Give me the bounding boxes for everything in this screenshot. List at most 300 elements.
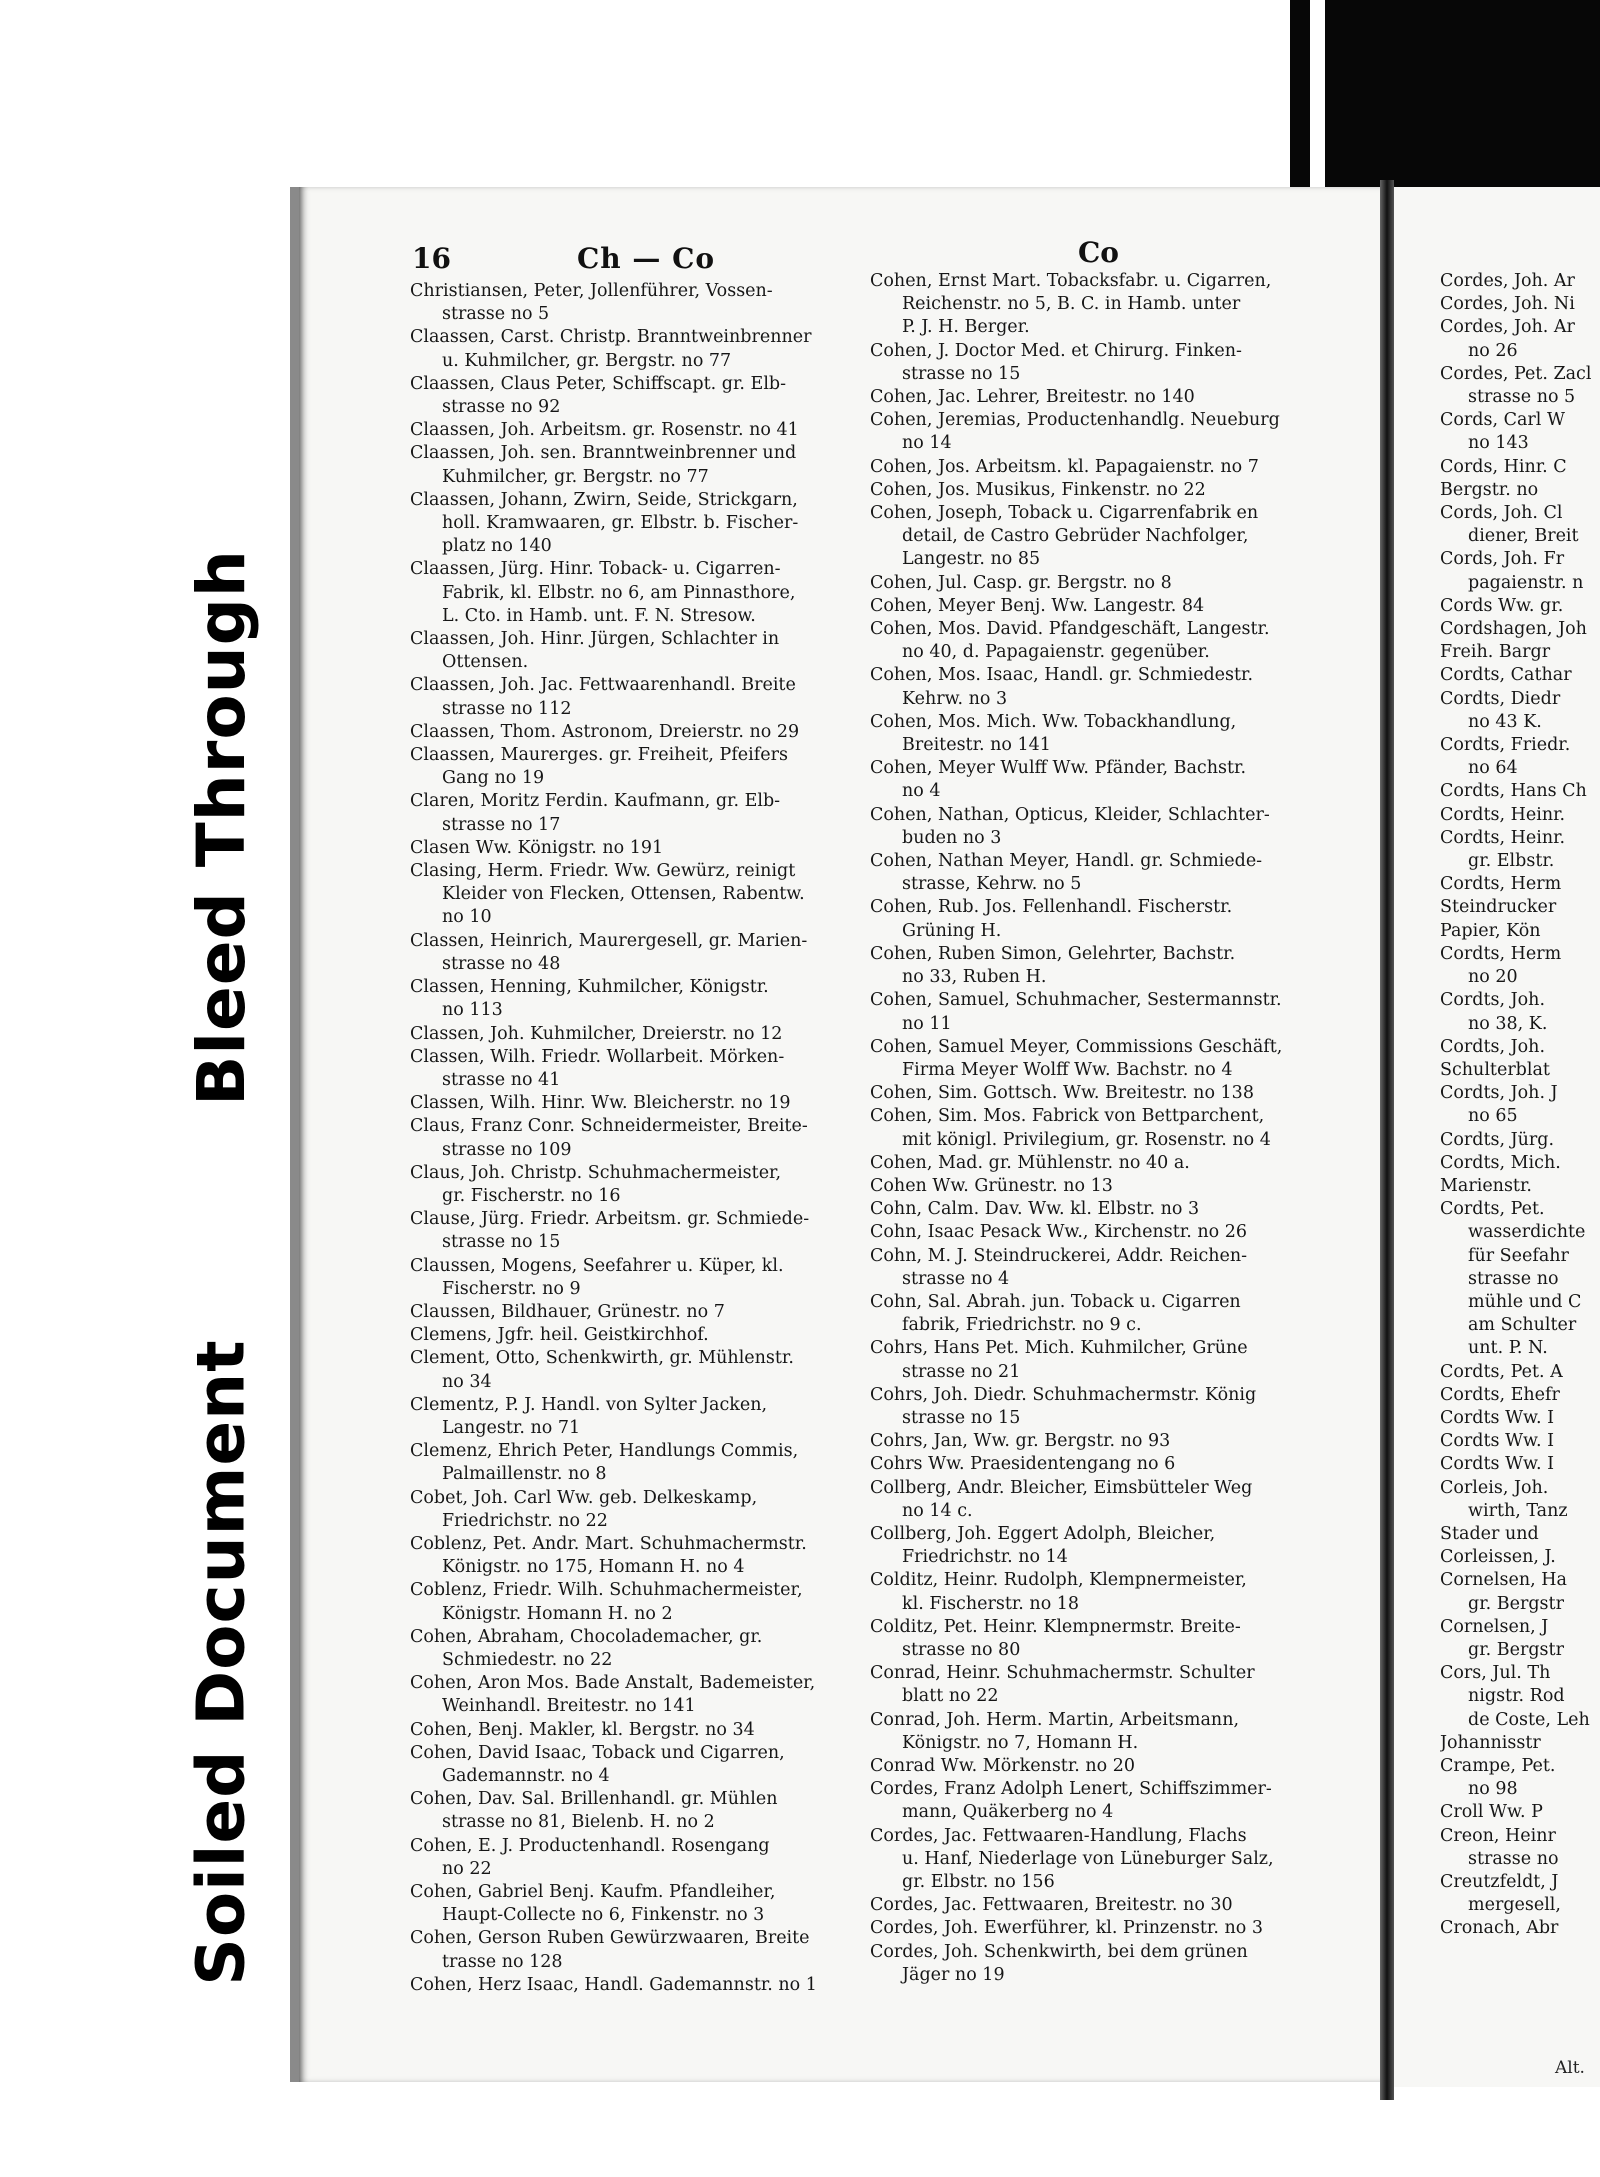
entry-continuation: strasse no 21 <box>902 1361 1021 1382</box>
entry-continuation: Palmaillenstr. no 8 <box>442 1464 607 1485</box>
entry-continuation: Friedrichstr. no 22 <box>442 1510 608 1531</box>
directory-entry <box>870 1082 1340 1105</box>
directory-entry <box>870 850 1340 896</box>
directory-entry <box>410 1881 875 1927</box>
entry-line: Cohen, Mad. gr. Mühlenstr. no 40 a. <box>870 1152 1190 1173</box>
entry-continuation: blatt no 22 <box>902 1686 999 1707</box>
entry-line: Clementz, P. J. Handl. von Sylter Jacken, <box>410 1394 768 1415</box>
right-entry-line: Cords, Joh. Fr <box>1440 549 1565 570</box>
entry-line: Cordes, Joh. Schenkwirth, bei dem grünen <box>870 1941 1248 1962</box>
entry-continuation: gr. Fischerstr. no 16 <box>442 1185 621 1206</box>
directory-entry <box>410 674 875 720</box>
right-entry-line: Cords, Hinr. C <box>1440 456 1567 477</box>
entry-continuation: Königstr. no 7, Homann H. <box>902 1732 1139 1753</box>
entry-line: Cohrs, Joh. Diedr. Schuhmachermstr. König <box>870 1384 1257 1405</box>
entry-line: Classen, Wilh. Friedr. Wollarbeit. Mörken- <box>410 1046 785 1067</box>
entry-continuation: no 11 <box>902 1013 952 1034</box>
entry-line: Claussen, Mogens, Seefahrer u. Küper, kl. <box>410 1255 784 1276</box>
right-entry-line: Cordts, Friedr. <box>1440 735 1571 756</box>
entry-continuation: Langestr. no 85 <box>902 549 1041 570</box>
entry-continuation: Kehrw. no 3 <box>902 688 1008 709</box>
directory-entry <box>410 558 875 628</box>
entry-continuation: buden no 3 <box>902 827 1002 848</box>
page-number: 16 <box>412 242 451 275</box>
right-entry-line: Schulterblat <box>1440 1059 1550 1080</box>
right-entry-line: Stader und <box>1440 1523 1539 1544</box>
directory-entry <box>410 860 875 930</box>
entry-line: Colditz, Pet. Heinr. Klempnermstr. Breite- <box>870 1616 1241 1637</box>
directory-entry <box>870 989 1340 1035</box>
entry-continuation: strasse no 48 <box>442 953 561 974</box>
entry-line: Cordes, Jac. Fettwaaren-Handlung, Flachs <box>870 1825 1247 1846</box>
right-entry-line: mühle und C <box>1468 1291 1582 1312</box>
directory-entry <box>870 1569 1340 1615</box>
directory-entry <box>410 628 875 674</box>
entry-line: Collberg, Andr. Bleicher, Eimsbütteler Weg <box>870 1477 1253 1498</box>
top-dark-strip-right <box>1325 0 1600 195</box>
entry-line: Conrad Ww. Mörkenstr. no 20 <box>870 1756 1136 1776</box>
directory-entry <box>870 1616 1340 1662</box>
right-entry-line: Cordes, Pet. Zacl <box>1440 363 1592 384</box>
right-entry-line: nigstr. Rod <box>1468 1686 1565 1707</box>
entry-line: Cohen, Benj. Makler, kl. Bergstr. no 34 <box>410 1719 755 1740</box>
directory-entry <box>410 744 875 790</box>
right-entry-line: für Seefahr <box>1468 1245 1569 1266</box>
entry-line: Claassen, Joh. Arbeitsm. gr. Rosenstr. no 41 <box>410 420 799 441</box>
entry-continuation: Friedrichstr. no 14 <box>902 1547 1068 1568</box>
right-entry-line: Cordts Ww. I <box>1440 1431 1554 1452</box>
directory-entry <box>870 1894 1340 1917</box>
entry-continuation: detail, de Castro Gebrüder Nachfolger, <box>902 526 1249 547</box>
directory-entry <box>410 1672 875 1718</box>
right-entry-line: Cordts, Joh. <box>1440 1036 1546 1057</box>
entry-line: Claassen, Carst. Christp. Branntweinbrenner <box>410 327 812 348</box>
bleed-through-label <box>168 548 274 1106</box>
entry-continuation: Kuhmilcher, gr. Bergstr. no 77 <box>442 466 709 487</box>
directory-entry <box>410 930 875 976</box>
entry-line: Claassen, Claus Peter, Schiffscapt. gr. Elb- <box>410 373 787 394</box>
directory-entry <box>410 280 875 326</box>
directory-entry <box>870 479 1340 502</box>
right-entry-line: no 38, K. <box>1468 1013 1548 1034</box>
entry-continuation: trasse no 128 <box>442 1951 563 1972</box>
entry-continuation: strasse, Kehrw. no 5 <box>902 874 1082 895</box>
directory-entry <box>870 943 1340 989</box>
entry-line: Cohen, Aron Mos. Bade Anstalt, Bademeister, <box>410 1673 816 1694</box>
directory-entry <box>410 837 875 860</box>
right-entry-line: Cornelsen, J <box>1440 1616 1549 1637</box>
entry-line: Claassen, Johann, Zwirn, Seide, Strickgarn, <box>410 489 798 510</box>
entry-continuation: Fischerstr. no 9 <box>442 1278 581 1299</box>
right-entry-line: diener, Breit <box>1468 526 1579 547</box>
entry-continuation: strasse no 80 <box>902 1639 1021 1660</box>
directory-entry <box>870 1662 1340 1708</box>
entry-continuation: strasse no 4 <box>902 1268 1010 1289</box>
entry-line: Cohen, Mos. David. Pfandgeschäft, Langestr. <box>870 619 1270 640</box>
right-entry-line: no 26 <box>1468 340 1518 361</box>
entry-continuation: no 4 <box>902 781 941 802</box>
entry-line: Cohen, Sim. Gottsch. Ww. Breitestr. no 138 <box>870 1083 1254 1104</box>
entry-continuation: Gang no 19 <box>442 768 545 789</box>
entry-line: Cohen, Gerson Ruben Gewürzwaaren, Breite <box>410 1928 810 1949</box>
right-entry-line: Cordts Ww. I <box>1440 1407 1554 1428</box>
right-entry-line: Cordts, Ehefr <box>1440 1384 1560 1405</box>
page-footnote: Alt. <box>1555 2058 1585 2078</box>
right-entry-line: Bergstr. no <box>1440 479 1539 500</box>
right-entry-line: strasse no 5 <box>1468 387 1576 408</box>
entry-line: Cobet, Joh. Carl Ww. geb. Delkeskamp, <box>410 1487 758 1508</box>
entry-line: Coblenz, Friedr. Wilh. Schuhmachermeister, <box>410 1580 803 1601</box>
entry-line: Clause, Jürg. Friedr. Arbeitsm. gr. Schmiede- <box>410 1209 810 1230</box>
right-entry-line: Steindrucker <box>1440 897 1557 918</box>
entry-continuation: Königstr. no 175, Homann H. no 4 <box>442 1557 745 1578</box>
entry-continuation: strasse no 15 <box>442 1232 561 1253</box>
right-entry-line: Creon, Heinr <box>1440 1825 1556 1846</box>
entry-line: Conrad, Heinr. Schuhmachermstr. Schulter <box>870 1663 1255 1684</box>
entry-continuation: u. Hanf, Niederlage von Lüneburger Salz, <box>902 1848 1274 1869</box>
entry-continuation: strasse no 5 <box>442 304 550 325</box>
directory-entry <box>870 1453 1340 1476</box>
left-column <box>410 280 875 2040</box>
right-entry-line: strasse no <box>1468 1268 1559 1289</box>
right-column <box>1440 270 1600 2030</box>
directory-entry <box>870 1221 1340 1244</box>
directory-entry <box>410 790 875 836</box>
right-entry-line: Cordts Ww. I <box>1440 1454 1554 1475</box>
entry-continuation: strasse no 15 <box>902 363 1021 384</box>
entry-continuation: u. Kuhmilcher, gr. Bergstr. no 77 <box>442 350 732 371</box>
directory-entry <box>870 664 1340 710</box>
entry-line: Cohen, Jeremias, Productenhandlg. Neueburg <box>870 410 1280 431</box>
column-heading-right: Co <box>1078 236 1119 269</box>
right-entry-line: am Schulter <box>1468 1315 1577 1336</box>
right-entry-line: no 143 <box>1468 433 1529 454</box>
entry-line: Cohen, Abraham, Chocolademacher, gr. <box>410 1626 763 1647</box>
right-entry-line: no 43 K. <box>1468 711 1542 732</box>
entry-continuation: no 10 <box>442 907 492 928</box>
entry-continuation: Königstr. Homann H. no 2 <box>442 1603 673 1624</box>
directory-entry <box>870 1245 1340 1291</box>
entry-continuation: Jäger no 19 <box>902 1964 1005 1985</box>
entry-line: Cohen, Ruben Simon, Gelehrter, Bachstr. <box>870 943 1236 964</box>
entry-line: Cohen, Jul. Casp. gr. Bergstr. no 8 <box>870 572 1172 593</box>
right-entry-line: Cronach, Abr <box>1440 1918 1559 1939</box>
entry-continuation: strasse no 81, Bielenb. H. no 2 <box>442 1812 715 1833</box>
directory-entry <box>410 1092 875 1115</box>
directory-entry <box>870 1430 1340 1453</box>
right-entry-line: no 64 <box>1468 758 1518 779</box>
soiled-document-label <box>168 1338 274 1986</box>
entry-line: Cohen, J. Doctor Med. et Chirurg. Finken- <box>870 340 1242 361</box>
right-entry-line: Cordes, Joh. Ar <box>1440 317 1575 338</box>
right-entry-line: Cordts, Jürg. <box>1440 1129 1555 1150</box>
directory-entry <box>870 386 1340 409</box>
entry-line: Cohen, Mos. Mich. Ww. Tobackhandlung, <box>870 711 1237 732</box>
entry-continuation: no 22 <box>442 1858 492 1879</box>
entry-continuation: L. Cto. in Hamb. unt. F. N. Stresow. <box>442 605 756 626</box>
entry-line: Clement, Otto, Schenkwirth, gr. Mühlenstr. <box>410 1348 794 1369</box>
right-entry-line: Cordshagen, Joh <box>1440 619 1587 640</box>
directory-entry <box>410 1394 875 1440</box>
entry-line: Cordes, Franz Adolph Lenert, Schiffszimmer- <box>870 1779 1272 1800</box>
entry-line: Cohen, Ernst Mart. Tobacksfabr. u. Cigarren, <box>870 271 1272 291</box>
entry-continuation: Gademannstr. no 4 <box>442 1766 610 1786</box>
directory-entry <box>870 896 1340 942</box>
directory-entry <box>870 757 1340 803</box>
directory-entry <box>870 1337 1340 1383</box>
directory-entry <box>870 1755 1340 1778</box>
entry-line: Clemens, Jgfr. heil. Geistkirchhof. <box>410 1325 709 1346</box>
entry-line: Cohn, M. J. Steindruckerei, Addr. Reichen- <box>870 1245 1248 1266</box>
right-entry-line: unt. P. N. <box>1468 1338 1548 1359</box>
entry-continuation: Weinhandl. Breitestr. no 141 <box>442 1696 696 1717</box>
entry-continuation: no 14 <box>902 433 952 454</box>
right-entry-line: Cordts, Hans Ch <box>1440 781 1587 802</box>
entry-line: Cohen, Joseph, Toback u. Cigarrenfabrik en <box>870 503 1259 524</box>
entry-line: Cohrs Ww. Praesidentengang no 6 <box>870 1454 1176 1475</box>
directory-entry <box>870 804 1340 850</box>
right-entry-line: wasserdichte <box>1468 1222 1586 1243</box>
directory-entry <box>870 1152 1340 1175</box>
entry-line: Cohen, E. J. Productenhandl. Rosengang <box>410 1835 770 1856</box>
entry-line: Clasing, Herm. Friedr. Ww. Gewürz, reinigt <box>410 861 796 882</box>
bleed-through-text: Bleed Through <box>182 548 260 1106</box>
entry-line: Cordes, Jac. Fettwaaren, Breitestr. no 30 <box>870 1895 1233 1916</box>
right-entry-line: Cordts, Diedr <box>1440 688 1561 709</box>
directory-entry <box>870 502 1340 572</box>
entry-line: Cohen, David Isaac, Toback und Cigarren, <box>410 1742 785 1763</box>
entry-line: Claren, Moritz Ferdin. Kaufmann, gr. Elb- <box>410 791 781 812</box>
right-entry-line: Cors, Jul. Th <box>1440 1663 1551 1684</box>
entry-line: Cohn, Calm. Dav. Ww. kl. Elbstr. no 3 <box>870 1199 1200 1220</box>
directory-entry <box>870 1709 1340 1755</box>
directory-entry <box>410 373 875 419</box>
entry-line: Cohen, Mos. Isaac, Handl. gr. Schmiedestr. <box>870 665 1254 686</box>
entry-continuation: Firma Meyer Wolff Ww. Bachstr. no 4 <box>902 1059 1233 1080</box>
right-entry-line: Cordts, Mich. <box>1440 1152 1561 1173</box>
entry-continuation: mann, Quäkerberg no 4 <box>902 1802 1114 1823</box>
entry-continuation: no 40, d. Papagaienstr. gegenüber. <box>902 642 1210 663</box>
entry-line: Claussen, Bildhauer, Grünestr. no 7 <box>410 1301 725 1322</box>
entry-continuation: mit königl. Privilegium, gr. Rosenstr. no 4 <box>902 1129 1271 1150</box>
entry-line: Cohen, Dav. Sal. Brillenhandl. gr. Mühlen <box>410 1789 778 1810</box>
right-entry-line: Cords Ww. gr. <box>1440 595 1564 616</box>
entry-continuation: fabrik, Friedrichstr. no 9 c. <box>902 1315 1142 1336</box>
entry-line: Claassen, Joh. Hinr. Jürgen, Schlachter in <box>410 629 780 650</box>
directory-entry <box>870 1523 1340 1569</box>
right-entry-line: Crampe, Pet. <box>1440 1756 1556 1776</box>
directory-entry <box>870 1917 1340 1940</box>
entry-continuation: no 33, Ruben H. <box>902 967 1047 988</box>
entry-line: Cohen, Nathan Meyer, Handl. gr. Schmiede- <box>870 851 1263 872</box>
directory-entry <box>870 572 1340 595</box>
entry-line: Cohen, Herz Isaac, Handl. Gademannstr. no 1 <box>410 1974 817 1995</box>
right-entry-line: Johannisstr <box>1440 1732 1541 1753</box>
directory-entry <box>410 1023 875 1046</box>
entry-continuation: no 34 <box>442 1371 492 1392</box>
directory-entry <box>870 1384 1340 1430</box>
right-entry-line: gr. Elbstr. <box>1468 851 1555 872</box>
entry-line: Cordes, Joh. Ewerführer, kl. Prinzenstr. no 3 <box>870 1918 1263 1939</box>
entry-line: Cohrs, Jan, Ww. gr. Bergstr. no 93 <box>870 1431 1171 1452</box>
directory-entry <box>870 711 1340 757</box>
right-entry-line: mergesell, <box>1468 1895 1561 1916</box>
soiled-document-text: Soiled Document <box>182 1338 260 1986</box>
right-entry-line: Cordes, Joh. Ni <box>1440 294 1575 315</box>
entry-continuation: strasse no 112 <box>442 698 572 719</box>
directory-entry <box>410 1974 875 1997</box>
entry-line: Claassen, Thom. Astronom, Dreierstr. no 29 <box>410 721 800 742</box>
entry-line: Cohen, Samuel Meyer, Commissions Geschäft, <box>870 1036 1283 1057</box>
entry-continuation: holl. Kramwaaren, gr. Elbstr. b. Fischer- <box>442 513 799 534</box>
directory-entry <box>410 489 875 559</box>
right-entry-line: gr. Bergstr <box>1468 1593 1564 1614</box>
right-entry-line: de Coste, Leh <box>1468 1709 1590 1730</box>
directory-entry <box>410 1533 875 1579</box>
page-title: Ch — Co <box>577 242 716 275</box>
right-entry-line: Cordts, Pet. A <box>1440 1361 1563 1382</box>
entry-line: Classen, Joh. Kuhmilcher, Dreierstr. no 12 <box>410 1023 783 1044</box>
right-entry-line: Cordts, Cathar <box>1440 665 1572 686</box>
entry-line: Cohen, Samuel, Schuhmacher, Sestermannstr. <box>870 990 1282 1011</box>
directory-entry <box>870 1175 1340 1198</box>
right-entry-line: Marienstr. <box>1440 1175 1532 1196</box>
entry-line: Claassen, Maurerges. gr. Freiheit, Pfeifers <box>410 745 788 766</box>
directory-entry <box>870 1941 1340 1987</box>
entry-line: Conrad, Joh. Herm. Martin, Arbeitsmann, <box>870 1709 1240 1730</box>
right-entry-line: Freih. Bargr <box>1440 642 1551 663</box>
directory-entry <box>870 1105 1340 1151</box>
directory-entry <box>410 1347 875 1393</box>
entry-line: Cohn, Isaac Pesack Ww., Kirchenstr. no 26 <box>870 1222 1247 1243</box>
directory-entry <box>870 1825 1340 1895</box>
directory-entry <box>870 1036 1340 1082</box>
directory-entry <box>410 1719 875 1742</box>
entry-line: Claus, Franz Conr. Schneidermeister, Breite- <box>410 1116 808 1137</box>
entry-line: Cohen, Meyer Benj. Ww. Langestr. 84 <box>870 595 1205 616</box>
entry-line: Claassen, Joh. Jac. Fettwaarenhandl. Breite <box>410 675 796 696</box>
directory-entry <box>870 340 1340 386</box>
directory-entry <box>410 1324 875 1347</box>
directory-entry <box>410 976 875 1022</box>
entry-line: Cohen, Rub. Jos. Fellenhandl. Fischerstr. <box>870 897 1233 918</box>
entry-line: Cohen, Jac. Lehrer, Breitestr. no 140 <box>870 387 1195 408</box>
directory-entry <box>410 1208 875 1254</box>
directory-entry <box>870 270 1340 340</box>
entry-line: Coblenz, Pet. Andr. Mart. Schuhmachermstr. <box>410 1533 807 1554</box>
book-gutter <box>1380 180 1394 2100</box>
entry-line: Clasen Ww. Königstr. no 191 <box>410 837 664 858</box>
entry-continuation: Ottensen. <box>442 652 529 673</box>
entry-continuation: P. J. H. Berger. <box>902 317 1030 338</box>
entry-continuation: Fabrik, kl. Elbstr. no 6, am Pinnasthore, <box>442 582 796 603</box>
right-entry-line: gr. Bergstr <box>1468 1639 1564 1660</box>
directory-entry <box>410 1788 875 1834</box>
entry-line: Claassen, Jürg. Hinr. Toback- u. Cigarren- <box>410 559 781 580</box>
entry-line: Clemenz, Ehrich Peter, Handlungs Commis, <box>410 1441 799 1462</box>
directory-entry <box>410 1927 875 1973</box>
entry-line: Cohrs, Hans Pet. Mich. Kuhmilcher, Grüne <box>870 1338 1248 1359</box>
directory-entry <box>410 442 875 488</box>
directory-entry <box>410 721 875 744</box>
right-entry-line: Cordts, Heinr. <box>1440 804 1566 825</box>
right-entry-line: Creutzfeldt, J <box>1440 1872 1559 1893</box>
entry-line: Cohen Ww. Grünestr. no 13 <box>870 1175 1113 1196</box>
entry-line: Classen, Wilh. Hinr. Ww. Bleicherstr. no 19 <box>410 1093 791 1114</box>
directory-entry <box>410 1487 875 1533</box>
right-entry-line: wirth, Tanz <box>1468 1500 1568 1521</box>
directory-entry <box>410 1255 875 1301</box>
entry-line: Cohen, Jos. Musikus, Finkenstr. no 22 <box>870 479 1206 500</box>
entry-continuation: strasse no 15 <box>902 1407 1021 1428</box>
entry-continuation: Haupt-Collecte no 6, Finkenstr. no 3 <box>442 1905 765 1926</box>
directory-entry <box>870 456 1340 479</box>
entry-continuation: platz no 140 <box>442 536 552 557</box>
directory-entry <box>410 419 875 442</box>
right-entry-line: Cornelsen, Ha <box>1440 1570 1567 1591</box>
entry-continuation: Langestr. no 71 <box>442 1417 581 1438</box>
entry-line: Cohen, Jos. Arbeitsm. kl. Papagaienstr. no 7 <box>870 456 1259 477</box>
entry-continuation: no 14 c. <box>902 1500 973 1521</box>
right-entry-line: pagaienstr. n <box>1468 572 1584 593</box>
directory-entry <box>410 1115 875 1161</box>
right-entry-line: Cords, Carl W <box>1440 410 1565 431</box>
right-entry-line: Cordts, Joh. <box>1440 990 1546 1011</box>
entry-line: Christiansen, Peter, Jollenführer, Vossen- <box>410 281 773 301</box>
entry-continuation: Schmiedestr. no 22 <box>442 1649 613 1670</box>
right-entry-line: Papier, Kön <box>1440 920 1541 941</box>
directory-entry <box>870 1477 1340 1523</box>
entry-line: Cohen, Nathan, Opticus, Kleider, Schlachter- <box>870 804 1270 825</box>
directory-entry <box>410 1301 875 1324</box>
right-entry-line: Cordts, Herm <box>1440 943 1562 964</box>
directory-entry <box>870 1198 1340 1221</box>
entry-continuation: Breitestr. no 141 <box>902 735 1051 756</box>
entry-continuation: gr. Elbstr. no 156 <box>902 1872 1055 1893</box>
right-entry-line: no 20 <box>1468 967 1518 988</box>
directory-entry <box>410 1626 875 1672</box>
right-entry-line: Cords, Joh. Cl <box>1440 503 1563 524</box>
entry-continuation: Reichenstr. no 5, B. C. in Hamb. unter <box>902 294 1241 315</box>
entry-continuation: strasse no 41 <box>442 1069 561 1090</box>
entry-line: Colditz, Heinr. Rudolph, Klempnermeister, <box>870 1570 1247 1591</box>
entry-continuation: Kleider von Flecken, Ottensen, Rabentw. <box>442 884 805 905</box>
entry-continuation: Grüning H. <box>902 920 1002 941</box>
directory-entry <box>870 409 1340 455</box>
entry-continuation: strasse no 92 <box>442 397 561 418</box>
right-entry-line: Cordes, Joh. Ar <box>1440 271 1575 291</box>
right-entry-line: no 65 <box>1468 1106 1518 1127</box>
entry-continuation: kl. Fischerstr. no 18 <box>902 1593 1080 1614</box>
right-entry-line: Corleis, Joh. <box>1440 1477 1549 1498</box>
entry-line: Cohen, Sim. Mos. Fabrick von Bettparchent, <box>870 1106 1265 1127</box>
entry-line: Cohen, Gabriel Benj. Kaufm. Pfandleiher, <box>410 1882 776 1903</box>
directory-entry <box>870 1291 1340 1337</box>
directory-entry <box>410 1162 875 1208</box>
entry-line: Collberg, Joh. Eggert Adolph, Bleicher, <box>870 1523 1216 1544</box>
entry-line: Cohen, Meyer Wulff Ww. Pfänder, Bachstr. <box>870 758 1247 779</box>
entry-continuation: strasse no 17 <box>442 814 561 835</box>
entry-line: Claus, Joh. Christp. Schuhmachermeister, <box>410 1162 782 1183</box>
directory-entry <box>870 595 1340 618</box>
right-entry-line: Cordts, Heinr. <box>1440 827 1566 848</box>
directory-entry <box>870 1778 1340 1824</box>
directory-entry <box>410 1579 875 1625</box>
directory-entry <box>410 1835 875 1881</box>
right-entry-line: Cordts, Herm <box>1440 874 1562 895</box>
right-entry-line: Corleissen, J. <box>1440 1547 1556 1568</box>
right-entry-line: Croll Ww. P <box>1440 1802 1543 1823</box>
